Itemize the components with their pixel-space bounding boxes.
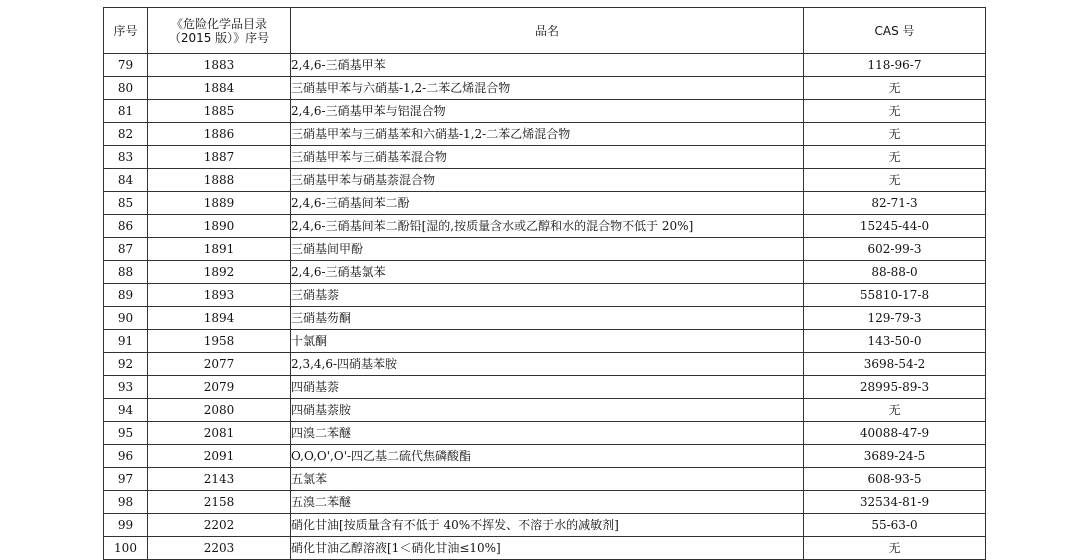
cell-cas-number: 无 (804, 123, 986, 146)
cell-catalog-number: 1893 (148, 284, 291, 307)
table-row (104, 330, 986, 353)
cell-seq: 96 (104, 445, 148, 468)
header-catalog-number (148, 8, 291, 54)
cell-seq: 81 (104, 100, 148, 123)
cell-chemical-name: 2,4,6-三硝基甲苯与铝混合物 (291, 100, 804, 123)
cell-catalog-number: 1883 (148, 54, 291, 77)
cell-cas-number: 无 (804, 399, 986, 422)
cell-seq: 93 (104, 376, 148, 399)
table-body (104, 54, 986, 560)
table-row (104, 468, 986, 491)
cell-cas-number: 82-71-3 (804, 192, 986, 215)
cell-seq: 89 (104, 284, 148, 307)
cell-chemical-name: 五溴二苯醚 (291, 491, 804, 514)
table-row (104, 192, 986, 215)
cell-catalog-number: 1890 (148, 215, 291, 238)
cell-seq: 87 (104, 238, 148, 261)
cell-seq: 86 (104, 215, 148, 238)
cell-chemical-name: 四硝基萘 (291, 376, 804, 399)
chemicals-table (103, 7, 986, 560)
cell-seq: 92 (104, 353, 148, 376)
cell-catalog-number: 1894 (148, 307, 291, 330)
cell-cas-number: 无 (804, 169, 986, 192)
cell-cas-number: 55810-17-8 (804, 284, 986, 307)
cell-cas-number: 602-99-3 (804, 238, 986, 261)
cell-catalog-number: 1889 (148, 192, 291, 215)
cell-cas-number: 无 (804, 100, 986, 123)
cell-chemical-name: 十氯酮 (291, 330, 804, 353)
cell-catalog-number: 1884 (148, 77, 291, 100)
cell-catalog-number: 2203 (148, 537, 291, 560)
table-row (104, 261, 986, 284)
cell-chemical-name: 三硝基甲苯与三硝基苯和六硝基-1,2-二苯乙烯混合物 (291, 123, 804, 146)
cell-chemical-name: 2,4,6-三硝基甲苯 (291, 54, 804, 77)
cell-cas-number: 55-63-0 (804, 514, 986, 537)
cell-catalog-number: 2143 (148, 468, 291, 491)
cell-cas-number: 无 (804, 146, 986, 169)
cell-catalog-number: 1888 (148, 169, 291, 192)
table-row (104, 238, 986, 261)
cell-seq: 100 (104, 537, 148, 560)
cell-chemical-name: 三硝基甲苯与六硝基-1,2-二苯乙烯混合物 (291, 77, 804, 100)
cell-seq: 94 (104, 399, 148, 422)
cell-chemical-name: 硝化甘油乙醇溶液[1＜硝化甘油≤10%] (291, 537, 804, 560)
cell-cas-number: 88-88-0 (804, 261, 986, 284)
cell-seq: 80 (104, 77, 148, 100)
cell-seq: 97 (104, 468, 148, 491)
cell-catalog-number: 1885 (148, 100, 291, 123)
cell-chemical-name: 五氯苯 (291, 468, 804, 491)
cell-cas-number: 3689-24-5 (804, 445, 986, 468)
cell-seq: 99 (104, 514, 148, 537)
cell-seq: 95 (104, 422, 148, 445)
cell-catalog-number: 1886 (148, 123, 291, 146)
cell-seq: 82 (104, 123, 148, 146)
cell-seq: 79 (104, 54, 148, 77)
table-row (104, 100, 986, 123)
cell-catalog-number: 2202 (148, 514, 291, 537)
header-name: 品名 (291, 8, 804, 54)
table-header (104, 8, 986, 54)
cell-cas-number: 40088-47-9 (804, 422, 986, 445)
header-catalog-line1: 《危险化学品目录 (170, 16, 267, 31)
table-row (104, 54, 986, 77)
cell-catalog-number: 2080 (148, 399, 291, 422)
cell-catalog-number: 2158 (148, 491, 291, 514)
cell-seq: 88 (104, 261, 148, 284)
cell-seq: 85 (104, 192, 148, 215)
cell-chemical-name: 2,4,6-三硝基间苯二酚 (291, 192, 804, 215)
cell-catalog-number: 1887 (148, 146, 291, 169)
cell-catalog-number: 2081 (148, 422, 291, 445)
cell-seq: 90 (104, 307, 148, 330)
cell-chemical-name: 2,4,6-三硝基氯苯 (291, 261, 804, 284)
cell-seq: 83 (104, 146, 148, 169)
cell-chemical-name: 三硝基芴酮 (291, 307, 804, 330)
cell-chemical-name: 2,4,6-三硝基间苯二酚铅[湿的,按质量含水或乙醇和水的混合物不低于 20%] (291, 215, 804, 238)
cell-cas-number: 143-50-0 (804, 330, 986, 353)
cell-chemical-name: 硝化甘油[按质量含有不低于 40%不挥发、不溶于水的减敏剂] (291, 514, 804, 537)
cell-chemical-name: 四硝基萘胺 (291, 399, 804, 422)
cell-cas-number: 118-96-7 (804, 54, 986, 77)
cell-chemical-name: 2,3,4,6-四硝基苯胺 (291, 353, 804, 376)
cell-catalog-number: 1958 (148, 330, 291, 353)
cell-chemical-name: O,O,O',O'-四乙基二硫代焦磷酸酯 (291, 445, 804, 468)
table-row (104, 376, 986, 399)
table-row (104, 307, 986, 330)
table-row (104, 445, 986, 468)
cell-catalog-number: 2077 (148, 353, 291, 376)
cell-cas-number: 28995-89-3 (804, 376, 986, 399)
cell-seq: 84 (104, 169, 148, 192)
table-row (104, 77, 986, 100)
table-row (104, 123, 986, 146)
cell-catalog-number: 2091 (148, 445, 291, 468)
header-catalog-line2: （2015 版）》序号 (168, 30, 270, 45)
cell-catalog-number: 1891 (148, 238, 291, 261)
table-row (104, 422, 986, 445)
cell-seq: 98 (104, 491, 148, 514)
cell-cas-number: 无 (804, 77, 986, 100)
cell-catalog-number: 2079 (148, 376, 291, 399)
table-row (104, 215, 986, 238)
cell-chemical-name: 四溴二苯醚 (291, 422, 804, 445)
header-row (104, 8, 986, 54)
header-seq: 序号 (104, 8, 148, 54)
cell-chemical-name: 三硝基甲苯与硝基萘混合物 (291, 169, 804, 192)
table-row (104, 514, 986, 537)
cell-catalog-number: 1892 (148, 261, 291, 284)
cell-chemical-name: 三硝基间甲酚 (291, 238, 804, 261)
table-row (104, 399, 986, 422)
header-cas: CAS 号 (804, 8, 986, 54)
table-row (104, 169, 986, 192)
cell-cas-number: 129-79-3 (804, 307, 986, 330)
cell-seq: 91 (104, 330, 148, 353)
table-row (104, 284, 986, 307)
cell-cas-number: 608-93-5 (804, 468, 986, 491)
table-row (104, 537, 986, 560)
table-row (104, 353, 986, 376)
table-row (104, 146, 986, 169)
cell-chemical-name: 三硝基甲苯与三硝基苯混合物 (291, 146, 804, 169)
cell-cas-number: 无 (804, 537, 986, 560)
table-row (104, 491, 986, 514)
cell-chemical-name: 三硝基萘 (291, 284, 804, 307)
cell-cas-number: 32534-81-9 (804, 491, 986, 514)
cell-cas-number: 3698-54-2 (804, 353, 986, 376)
cell-cas-number: 15245-44-0 (804, 215, 986, 238)
